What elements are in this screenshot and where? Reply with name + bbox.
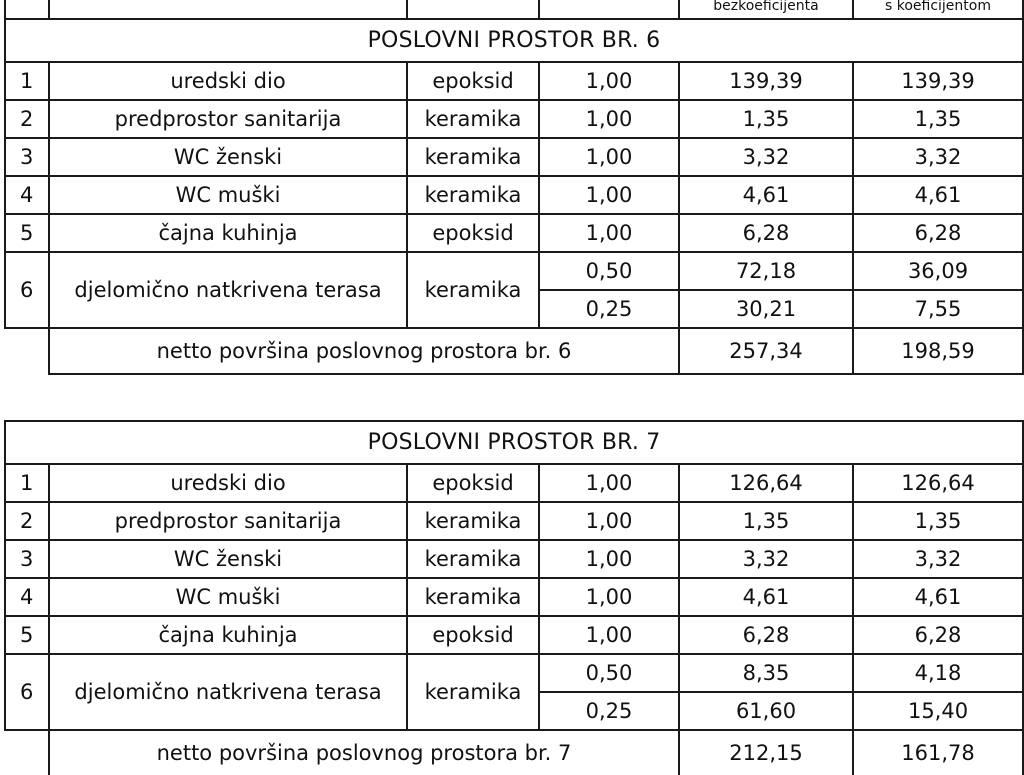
row-number: 3 [5, 540, 49, 578]
total-area-with-coef: 161,78 [853, 730, 1023, 775]
coefficient: 0,25 [539, 692, 679, 730]
coefficient: 1,00 [539, 502, 679, 540]
area: 139,39 [679, 62, 853, 100]
floor-material: keramika [407, 578, 539, 616]
table-row [5, 62, 1023, 100]
total-label: netto površina poslovnog prostora br. 6 [49, 328, 679, 374]
room-name: WC ženski [49, 138, 407, 176]
area-with-coef: 4,18 [853, 654, 1023, 692]
area-with-coef: 6,28 [853, 214, 1023, 252]
row-number: 5 [5, 214, 49, 252]
floor-material: epoksid [407, 62, 539, 100]
header-row-fragment [5, 0, 1023, 19]
floor-material: keramika [407, 100, 539, 138]
room-name: WC muški [49, 578, 407, 616]
floor-material: keramika [407, 540, 539, 578]
floor-material: keramika [407, 502, 539, 540]
row-number: 6 [5, 252, 49, 328]
area-with-coef: 1,35 [853, 100, 1023, 138]
area: 61,60 [679, 692, 853, 730]
total-area-with-coef: 198,59 [853, 328, 1023, 374]
area-with-coef: 36,09 [853, 252, 1023, 290]
row-number: 6 [5, 654, 49, 730]
section-title: POSLOVNI PROSTOR BR. 7 [5, 421, 1023, 464]
coefficient: 1,00 [539, 578, 679, 616]
row-number: 4 [5, 176, 49, 214]
area: 3,32 [679, 540, 853, 578]
table-row [5, 176, 1023, 214]
room-name: uredski dio [49, 62, 407, 100]
floor-material: keramika [407, 176, 539, 214]
coefficient: 0,50 [539, 252, 679, 290]
table-row [5, 540, 1023, 578]
room-name: WC muški [49, 176, 407, 214]
area-with-coef: 15,40 [853, 692, 1023, 730]
floor-material: epoksid [407, 214, 539, 252]
coefficient: 1,00 [539, 100, 679, 138]
room-name: predprostor sanitarija [49, 502, 407, 540]
table-row [5, 100, 1023, 138]
floor-material: epoksid [407, 464, 539, 502]
row-number: 3 [5, 138, 49, 176]
area-with-coef: 126,64 [853, 464, 1023, 502]
header-area-no-coef: bezkoeficijenta [679, 0, 853, 19]
room-name: čajna kuhinja [49, 214, 407, 252]
coefficient: 1,00 [539, 214, 679, 252]
header-area-with-coef: s koeficijentom [853, 0, 1023, 19]
row-number: 2 [5, 100, 49, 138]
area: 72,18 [679, 252, 853, 290]
coefficient: 1,00 [539, 62, 679, 100]
area: 1,35 [679, 502, 853, 540]
table-poslovni-prostor-6 [4, 0, 1024, 375]
table-row [5, 616, 1023, 654]
total-label: netto površina poslovnog prostora br. 7 [49, 730, 679, 775]
area-with-coef: 139,39 [853, 62, 1023, 100]
area-with-coef: 3,32 [853, 540, 1023, 578]
section-title-row [5, 19, 1023, 62]
room-name: čajna kuhinja [49, 616, 407, 654]
area-with-coef: 3,32 [853, 138, 1023, 176]
row-number: 4 [5, 578, 49, 616]
coefficient: 0,25 [539, 290, 679, 328]
total-area: 257,34 [679, 328, 853, 374]
row-number: 2 [5, 502, 49, 540]
total-row [5, 730, 1023, 775]
room-name: djelomično natkrivena terasa [49, 252, 407, 328]
table-row-split [5, 252, 1023, 290]
area: 6,28 [679, 214, 853, 252]
floor-material: keramika [407, 654, 539, 730]
room-name: djelomično natkrivena terasa [49, 654, 407, 730]
area: 126,64 [679, 464, 853, 502]
coefficient: 1,00 [539, 464, 679, 502]
floor-material: keramika [407, 138, 539, 176]
section-title-row [5, 421, 1023, 464]
coefficient: 1,00 [539, 616, 679, 654]
area-with-coef: 1,35 [853, 502, 1023, 540]
area: 8,35 [679, 654, 853, 692]
area-with-coef: 7,55 [853, 290, 1023, 328]
total-area: 212,15 [679, 730, 853, 775]
row-number: 1 [5, 464, 49, 502]
table-row [5, 214, 1023, 252]
row-number: 1 [5, 62, 49, 100]
table-row [5, 578, 1023, 616]
coefficient: 1,00 [539, 176, 679, 214]
room-name: WC ženski [49, 540, 407, 578]
area: 1,35 [679, 100, 853, 138]
room-name: predprostor sanitarija [49, 100, 407, 138]
room-name: uredski dio [49, 464, 407, 502]
row-number: 5 [5, 616, 49, 654]
area-with-coef: 4,61 [853, 176, 1023, 214]
table-row [5, 464, 1023, 502]
area: 3,32 [679, 138, 853, 176]
floor-material: epoksid [407, 616, 539, 654]
area: 30,21 [679, 290, 853, 328]
area-with-coef: 6,28 [853, 616, 1023, 654]
floor-material: keramika [407, 252, 539, 328]
coefficient: 1,00 [539, 540, 679, 578]
coefficient: 0,50 [539, 654, 679, 692]
section-title: POSLOVNI PROSTOR BR. 6 [5, 19, 1023, 62]
area-with-coef: 4,61 [853, 578, 1023, 616]
area: 4,61 [679, 176, 853, 214]
coefficient: 1,00 [539, 138, 679, 176]
table-row [5, 138, 1023, 176]
table-row [5, 502, 1023, 540]
table-row-split [5, 654, 1023, 692]
total-row [5, 328, 1023, 374]
area: 4,61 [679, 578, 853, 616]
area: 6,28 [679, 616, 853, 654]
table-poslovni-prostor-7 [4, 420, 1024, 775]
